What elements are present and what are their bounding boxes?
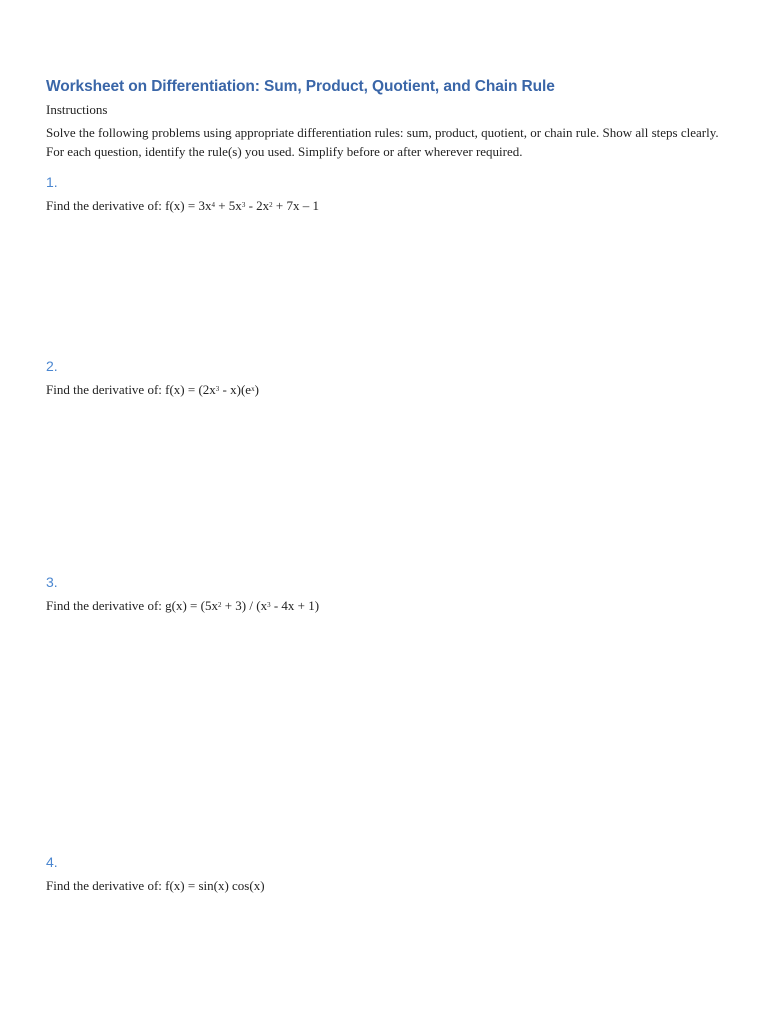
expr-exponent: 3: [241, 201, 246, 209]
expr-part: + 5x: [214, 198, 242, 213]
page-title: Worksheet on Differentiation: Sum, Product, Quotient, and Chain Rule: [46, 78, 555, 95]
question-prompt: Find the derivative of:: [46, 382, 162, 397]
question-expression: [165, 382, 259, 397]
question-number: 4.: [46, 854, 58, 870]
question-expression: f(x) = sin(x) cos(x): [165, 878, 265, 893]
expr-exponent: x: [251, 385, 255, 393]
question-prompt: Find the derivative of:: [46, 878, 162, 893]
expr-exponent: 4: [211, 201, 215, 209]
instructions-heading: Instructions: [46, 102, 108, 117]
instructions-text: Solve the following problems using appropriate differentiation rules: sum, product, quotient, or chain rule. Show all steps clearly. For each question, identify the rule(s) you used. Simplify before or after wherever required.: [46, 125, 719, 159]
expr-part: + 7x – 1: [272, 198, 319, 213]
question-text: [46, 597, 722, 615]
question-4: [46, 853, 722, 895]
expr-part: f(x) = (2x: [165, 382, 216, 397]
question-2: [46, 357, 722, 399]
expr-part: - x)(e: [219, 382, 252, 397]
expr-exponent: 3: [267, 601, 271, 609]
question-number: 2.: [46, 358, 58, 374]
question-prompt: Find the derivative of:: [46, 598, 162, 613]
question-3: [46, 573, 722, 615]
question-1: [46, 173, 722, 215]
question-expression: [165, 198, 319, 213]
question-number: 3.: [46, 574, 58, 590]
question-number: 1.: [46, 174, 58, 190]
expr-part: ): [254, 382, 259, 397]
expr-exponent: 2: [217, 601, 222, 609]
expr-part: g(x) = (5x: [165, 598, 218, 613]
expr-part: f(x) = 3x: [165, 198, 212, 213]
expr-part: - 4x + 1): [270, 598, 320, 613]
expr-part: - 2x: [245, 198, 270, 213]
question-text: [46, 381, 722, 399]
expr-exponent: 2: [269, 201, 273, 209]
question-text: [46, 877, 722, 895]
expr-part: + 3) / (x: [221, 598, 268, 613]
question-expression: [165, 598, 319, 613]
question-prompt: Find the derivative of:: [46, 198, 162, 213]
question-text: [46, 197, 722, 215]
expr-exponent: 3: [215, 385, 220, 393]
